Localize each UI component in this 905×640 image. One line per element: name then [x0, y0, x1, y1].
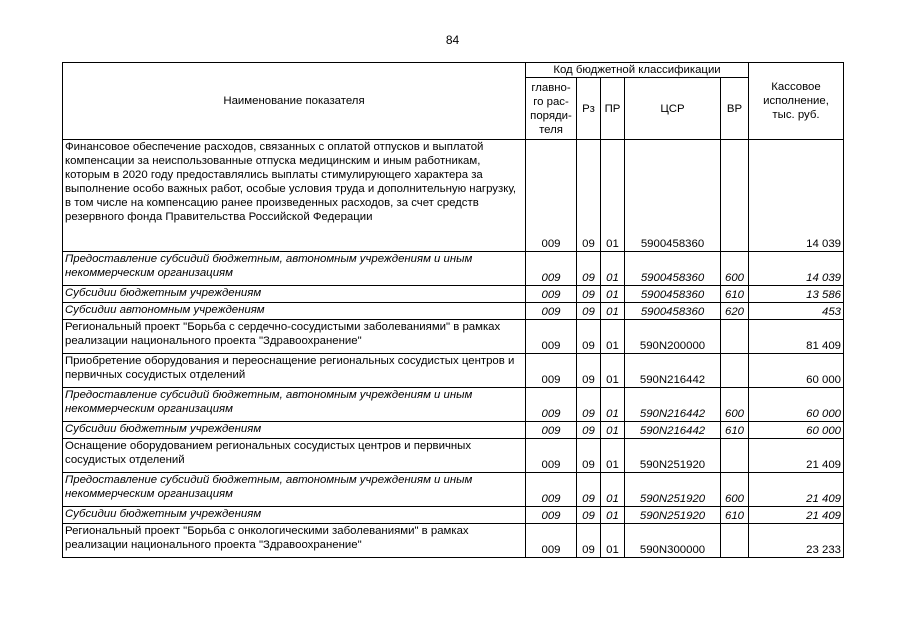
- row-csr: 590N216442: [625, 422, 721, 439]
- row-name: Субсидии автономным учреждениям: [63, 303, 526, 320]
- header-amount: Кассовое исполнение, тыс. руб.: [749, 63, 844, 140]
- row-csr: 5900458360: [625, 252, 721, 286]
- table-row: [63, 303, 844, 320]
- row-vr: 610: [721, 507, 749, 524]
- row-rz: 09: [577, 388, 601, 422]
- table-row: [63, 473, 844, 507]
- row-rz: 09: [577, 140, 601, 252]
- row-amount: 21 409: [749, 507, 844, 524]
- row-pr: 01: [601, 422, 625, 439]
- row-csr: 590N251920: [625, 473, 721, 507]
- row-amount: 453: [749, 303, 844, 320]
- row-grbs: 009: [526, 524, 577, 558]
- header-kbk-group: Код бюджетной классификации: [526, 63, 749, 78]
- row-rz: 09: [577, 320, 601, 354]
- row-name: Оснащение оборудованием региональных сосудистых центров и первичных сосудистых отделений: [63, 439, 526, 473]
- row-csr: 5900458360: [625, 303, 721, 320]
- row-pr: 01: [601, 507, 625, 524]
- header-rz: Рз: [577, 78, 601, 140]
- table-row: [63, 388, 844, 422]
- row-vr: [721, 439, 749, 473]
- row-grbs: 009: [526, 303, 577, 320]
- row-csr: 5900458360: [625, 140, 721, 252]
- row-amount: 60 000: [749, 388, 844, 422]
- row-pr: 01: [601, 252, 625, 286]
- row-grbs: 009: [526, 252, 577, 286]
- row-vr: [721, 354, 749, 388]
- row-grbs: 009: [526, 388, 577, 422]
- row-vr: [721, 524, 749, 558]
- page-number: 84: [445, 33, 460, 47]
- row-csr: 590N251920: [625, 439, 721, 473]
- row-pr: 01: [601, 303, 625, 320]
- header-csr: ЦСР: [625, 78, 721, 140]
- row-rz: 09: [577, 303, 601, 320]
- row-pr: 01: [601, 388, 625, 422]
- header-name: Наименование показателя: [63, 63, 526, 140]
- row-pr: 01: [601, 286, 625, 303]
- row-name: Региональный проект "Борьба с сердечно-сосудистыми заболеваниями" в рамках реализации национального проекта "Здравоохранение": [63, 320, 526, 354]
- table-row: [63, 286, 844, 303]
- row-grbs: 009: [526, 286, 577, 303]
- row-pr: 01: [601, 473, 625, 507]
- row-csr: 590N216442: [625, 354, 721, 388]
- row-name: Субсидии бюджетным учреждениям: [63, 422, 526, 439]
- row-csr: 5900458360: [625, 286, 721, 303]
- row-grbs: 009: [526, 140, 577, 252]
- budget-table: [62, 62, 844, 558]
- row-amount: 23 233: [749, 524, 844, 558]
- row-amount: 21 409: [749, 439, 844, 473]
- table-row: [63, 320, 844, 354]
- row-grbs: 009: [526, 473, 577, 507]
- row-name: Региональный проект "Борьба с онкологическими заболеваниями" в рамках реализации национального проекта "Здравоохранение": [63, 524, 526, 558]
- row-pr: 01: [601, 524, 625, 558]
- row-rz: 09: [577, 354, 601, 388]
- row-csr: 590N200000: [625, 320, 721, 354]
- table-row: [63, 422, 844, 439]
- row-name: Субсидии бюджетным учреждениям: [63, 286, 526, 303]
- row-amount: 60 000: [749, 354, 844, 388]
- table-row: [63, 140, 844, 252]
- row-name: Приобретение оборудования и переоснащение региональных сосудистых центров и первичных сосудистых отделений: [63, 354, 526, 388]
- row-grbs: 009: [526, 507, 577, 524]
- row-amount: 13 586: [749, 286, 844, 303]
- row-rz: 09: [577, 286, 601, 303]
- row-name: Предоставление субсидий бюджетным, автономным учреждениям и иным некоммерческим организациям: [63, 388, 526, 422]
- row-grbs: 009: [526, 354, 577, 388]
- row-csr: 590N216442: [625, 388, 721, 422]
- header-pr: ПР: [601, 78, 625, 140]
- row-vr: 600: [721, 473, 749, 507]
- row-vr: 610: [721, 422, 749, 439]
- row-name: Предоставление субсидий бюджетным, автономным учреждениям и иным некоммерческим организациям: [63, 252, 526, 286]
- row-pr: 01: [601, 140, 625, 252]
- table-row: [63, 439, 844, 473]
- row-vr: 620: [721, 303, 749, 320]
- table-row: [63, 252, 844, 286]
- row-grbs: 009: [526, 422, 577, 439]
- header-grbs: главно-го рас-поряди-теля: [526, 78, 577, 140]
- row-vr: 600: [721, 252, 749, 286]
- row-pr: 01: [601, 320, 625, 354]
- row-vr: [721, 320, 749, 354]
- row-vr: 600: [721, 388, 749, 422]
- row-amount: 60 000: [749, 422, 844, 439]
- table-row: [63, 524, 844, 558]
- row-rz: 09: [577, 507, 601, 524]
- row-name: Финансовое обеспечение расходов, связанных с оплатой отпусков и выплатой компенсации за неиспользованные отпуска медицинским и иным работникам, которым в 2020 году предоставлялись выплаты стимулирующего характера за выполнение особо важных работ, особые условия труда и дополнительную нагрузку, в том числе на компенсацию ранее произведенных расходов, за счет средств резервного фонда Правительства Российской Федерации: [63, 140, 526, 252]
- row-rz: 09: [577, 473, 601, 507]
- row-grbs: 009: [526, 320, 577, 354]
- row-pr: 01: [601, 439, 625, 473]
- row-amount: 14 039: [749, 140, 844, 252]
- row-name: Субсидии бюджетным учреждениям: [63, 507, 526, 524]
- row-csr: 590N251920: [625, 507, 721, 524]
- table-row: [63, 354, 844, 388]
- row-rz: 09: [577, 252, 601, 286]
- row-vr: [721, 140, 749, 252]
- row-name: Предоставление субсидий бюджетным, автономным учреждениям и иным некоммерческим организациям: [63, 473, 526, 507]
- row-vr: 610: [721, 286, 749, 303]
- row-pr: 01: [601, 354, 625, 388]
- row-amount: 14 039: [749, 252, 844, 286]
- row-rz: 09: [577, 439, 601, 473]
- row-csr: 590N300000: [625, 524, 721, 558]
- row-rz: 09: [577, 524, 601, 558]
- table-row: [63, 507, 844, 524]
- row-grbs: 009: [526, 439, 577, 473]
- header-vr: ВР: [721, 78, 749, 140]
- row-amount: 81 409: [749, 320, 844, 354]
- row-rz: 09: [577, 422, 601, 439]
- row-amount: 21 409: [749, 473, 844, 507]
